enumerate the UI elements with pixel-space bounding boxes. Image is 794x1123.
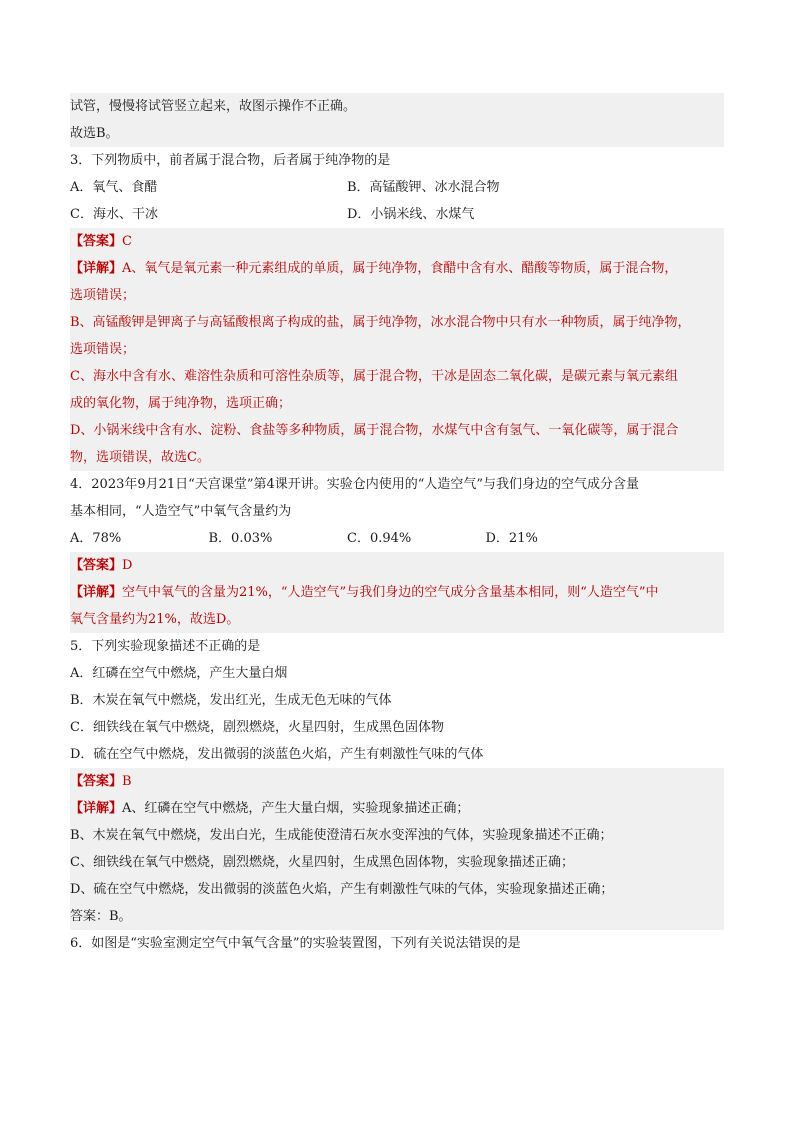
q3-explain-line-1 [70, 255, 724, 282]
q4-answer-value: D [122, 558, 133, 573]
q5-explain-text-1: A、红磷在空气中燃烧，产生大量白烟，实验现象描述正确； [122, 801, 470, 816]
q3-solution [70, 228, 724, 471]
q3-option-b: B．高锰酸钾、冰水混合物 [347, 180, 500, 195]
q4-option-c: C．0.94% [347, 531, 412, 546]
q3-explain-line-5: C、海水中含有水、难溶性杂质和可溶性杂质等，属于混合物，干冰是固态二氧化碳，是碳元素与氧元素组 [70, 369, 678, 384]
q5-explain-line-4: D、硫在空气中燃烧，发出微弱的淡蓝色火焰，产生有刺激性气味的气体，实验现象描述正确； [70, 882, 614, 897]
q5-explain-line-3: C、细铁线在氧气中燃烧，剧烈燃烧，火星四射，生成黑色固体物，实验现象描述正确； [70, 855, 574, 870]
q3-explain-tag: 【详解】 [70, 261, 123, 276]
q5-final-answer: 答案：B。 [70, 909, 132, 924]
q3-explain-line-6: 成的氧化物，属于纯净物，选项正确； [70, 396, 292, 411]
q3-answer-value: C [122, 234, 132, 249]
q3-explain-line-3: B、高锰酸钾是钾离子与高锰酸根离子构成的盐，属于纯净物，冰水混合物中只有水一种物质，属于纯净物， [70, 315, 691, 330]
q4-solution [70, 552, 724, 633]
q4-stem-line-2: 基本相同，“人造空气”中氧气含量约为 [70, 504, 292, 519]
document-page [70, 93, 724, 957]
q5-answer-tag: 【答案】 [70, 774, 123, 789]
q4-explain-text-1: 空气中氧气的含量为21%，“人造空气”与我们身边的空气成分含量基本相同，则“人造空气”中 [122, 585, 659, 600]
q5-option-a: A．红磷在空气中燃烧，产生大量白烟 [70, 666, 288, 681]
q3-explain-text-1: A、氧气是氧元素一种元素组成的单质，属于纯净物，食醋中含有水、醋酸等物质，属于混合物， [122, 261, 678, 276]
q3-stem: 3．下列物质中，前者属于混合物，后者属于纯净物的是 [70, 153, 391, 168]
q5-option-d: D．硫在空气中燃烧，发出微弱的淡蓝色火焰，产生有刺激性气味的气体 [70, 747, 484, 762]
q4-answer-tag: 【答案】 [70, 558, 123, 573]
q4-option-d: D．21% [485, 531, 538, 546]
q4-answer-line [70, 552, 724, 579]
q3-explain-line-7: D、小锅米线中含有水、淀粉、食盐等多种物质，属于混合物，水煤气中含有氢气、一氧化碳等，属于混合 [70, 423, 679, 438]
q6-stem: 6．如图是“实验室测定空气中氧气含量”的实验装置图，下列有关说法错误的是 [70, 936, 521, 951]
q5-explain-tag: 【详解】 [70, 801, 123, 816]
q5-option-b: B．木炭在氧气中燃烧，发出红光，生成无色无味的气体 [70, 693, 392, 708]
q3-explain-line-8: 物，选项错误，故选C。 [70, 450, 210, 465]
q3-options-row-2 [70, 201, 724, 228]
q4-option-a: A．78% [70, 531, 122, 546]
q3-option-a: A．氧气、食醋 [70, 180, 158, 195]
prev-explanation [70, 93, 724, 147]
q4-options-row [70, 525, 724, 552]
q5-explain-line-2: B、木炭在氧气中燃烧，发出白光，生成能使澄清石灰水变浑浊的气体，实验现象描述不正确； [70, 828, 613, 843]
q4-explain-line-2: 氧气含量约为21%，故选D。 [70, 612, 240, 627]
q5-answer-value: B [122, 774, 132, 789]
q3-option-c: C．海水、干冰 [70, 207, 158, 222]
q4-explain-tag: 【详解】 [70, 585, 123, 600]
q3-explain-line-2: 选项错误； [70, 288, 136, 303]
q5-option-c: C．细铁线在氧气中燃烧，剧烈燃烧，火星四射，生成黑色固体物 [70, 720, 444, 735]
q5-solution [70, 768, 724, 930]
q4-stem-line-1: 4．2023年9月21日“天宫课堂”第4课开讲。实验仓内使用的“人造空气”与我们身边的空气成分含量 [70, 477, 640, 492]
q3-answer-tag: 【答案】 [70, 234, 123, 249]
q4-explain-line-1 [70, 579, 724, 606]
q5-explain-line-1 [70, 795, 724, 822]
q5-answer-line [70, 768, 724, 795]
prev-tail-line: 试管，慢慢将试管竖立起来，故图示操作不正确。 [70, 99, 357, 114]
prev-conclusion: 故选B。 [70, 126, 119, 141]
q3-option-d: D．小锅米线、水煤气 [347, 207, 475, 222]
q5-stem: 5．下列实验现象描述不正确的是 [70, 639, 261, 654]
q4-option-b: B．0.03% [208, 531, 273, 546]
q3-explain-line-4: 选项错误； [70, 342, 136, 357]
q3-options-row-1 [70, 174, 724, 201]
q3-answer-line [70, 228, 724, 255]
